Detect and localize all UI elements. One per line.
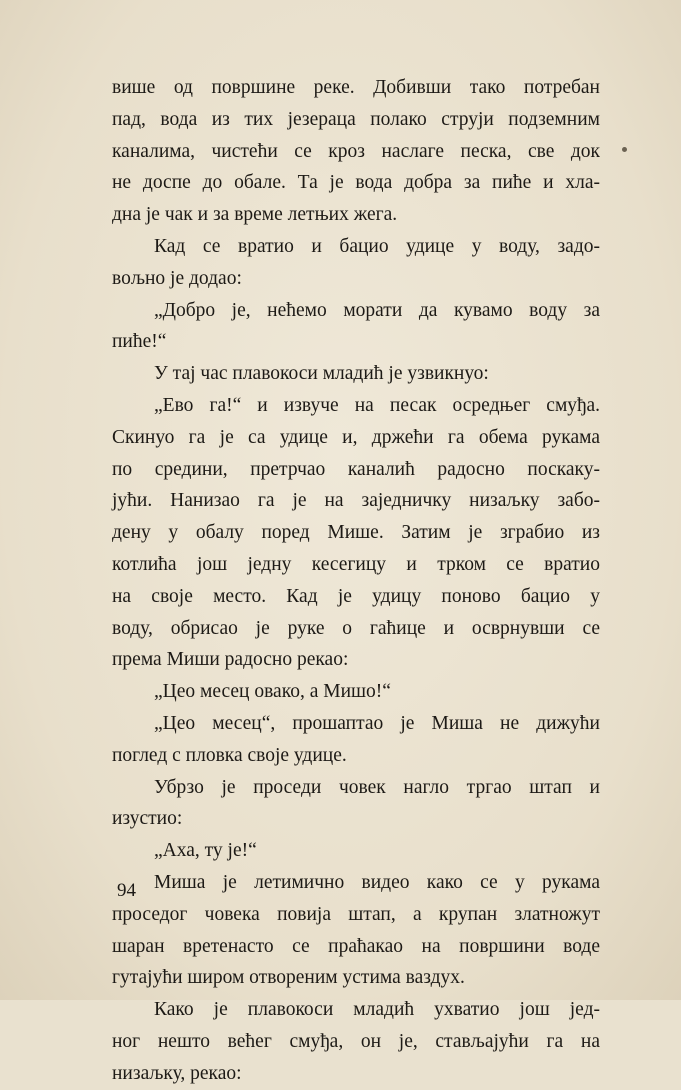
text-line: У тај час плавокоси младић је узвикнуо: <box>154 363 489 385</box>
text-line: „Цео месец овако, а Мишо!“ <box>154 681 391 703</box>
text-line: Миша је летимично видео како се у рукама <box>154 871 600 893</box>
text-line: јући. Нанизао га је на заједничку низаљку забо- <box>112 490 600 512</box>
text-line: „Цео месец“, прошаптао је Миша не дижући <box>154 712 600 734</box>
paper-speck <box>622 147 627 152</box>
text-line: низаљку, рекао: <box>112 1062 242 1084</box>
text-line: према Миши радосно рекао: <box>112 649 349 671</box>
text-line: Како је плавокоси младић ухватио још јед- <box>154 999 600 1021</box>
text-line: Убрзо је проседи човек нагло тргао штап и <box>154 776 600 798</box>
page-number: 94 <box>117 880 136 901</box>
text-line: вољно је додао: <box>112 267 242 289</box>
text-line: пиће!“ <box>112 331 167 353</box>
text-line: више од површине реке. Добивши тако потребан <box>112 77 600 98</box>
text-line: воду, обрисао је руке о гаћице и осврнувши се <box>112 617 600 639</box>
text-line: гутајући широм отвореним устима ваздух. <box>112 967 465 989</box>
text-line: дену у обалу поред Мише. Затим је зграбио из <box>112 522 600 544</box>
text-line: котлића још једну кесегицу и трком се вратио <box>112 553 600 575</box>
text-line: пад, вода из тих језераца полако струји подземним <box>112 108 600 130</box>
text-line: „Аха, ту је!“ <box>154 840 257 862</box>
text-line: шаран вретенасто се праћакао на површини воде <box>112 935 600 957</box>
text-line: дна је чак и за време летњих жега. <box>112 204 398 226</box>
text-line: не доспе до обале. Та је вода добра за пиће и хла- <box>112 172 600 194</box>
text-line: Кад се вратио и бацио удице у воду, задо- <box>154 235 600 257</box>
text-line: Скинуо га је са удице и, држећи га обема рукама <box>112 426 600 448</box>
text-line: „Добро је, нећемо морати да кувамо воду за <box>154 299 600 321</box>
text-line: на своје место. Кад је удицу поново бацио у <box>112 585 600 607</box>
text-line: ног нешто већег смуђа, он је, стављајући га на <box>112 1030 600 1052</box>
text-line: „Ево га!“ и извуче на песак осредњег смуђа. <box>154 394 600 416</box>
text-line: каналима, чистећи се кроз наслаге песка, све док <box>112 140 600 162</box>
text-line: по средини, претрчао каналић радосно поскаку- <box>112 458 600 480</box>
text-line: изустио: <box>112 808 183 830</box>
text-line: поглед с пловка своје удице. <box>112 744 347 766</box>
body-text <box>112 72 600 1090</box>
text-line: проседог човека повија штап, а крупан златножут <box>112 903 600 925</box>
